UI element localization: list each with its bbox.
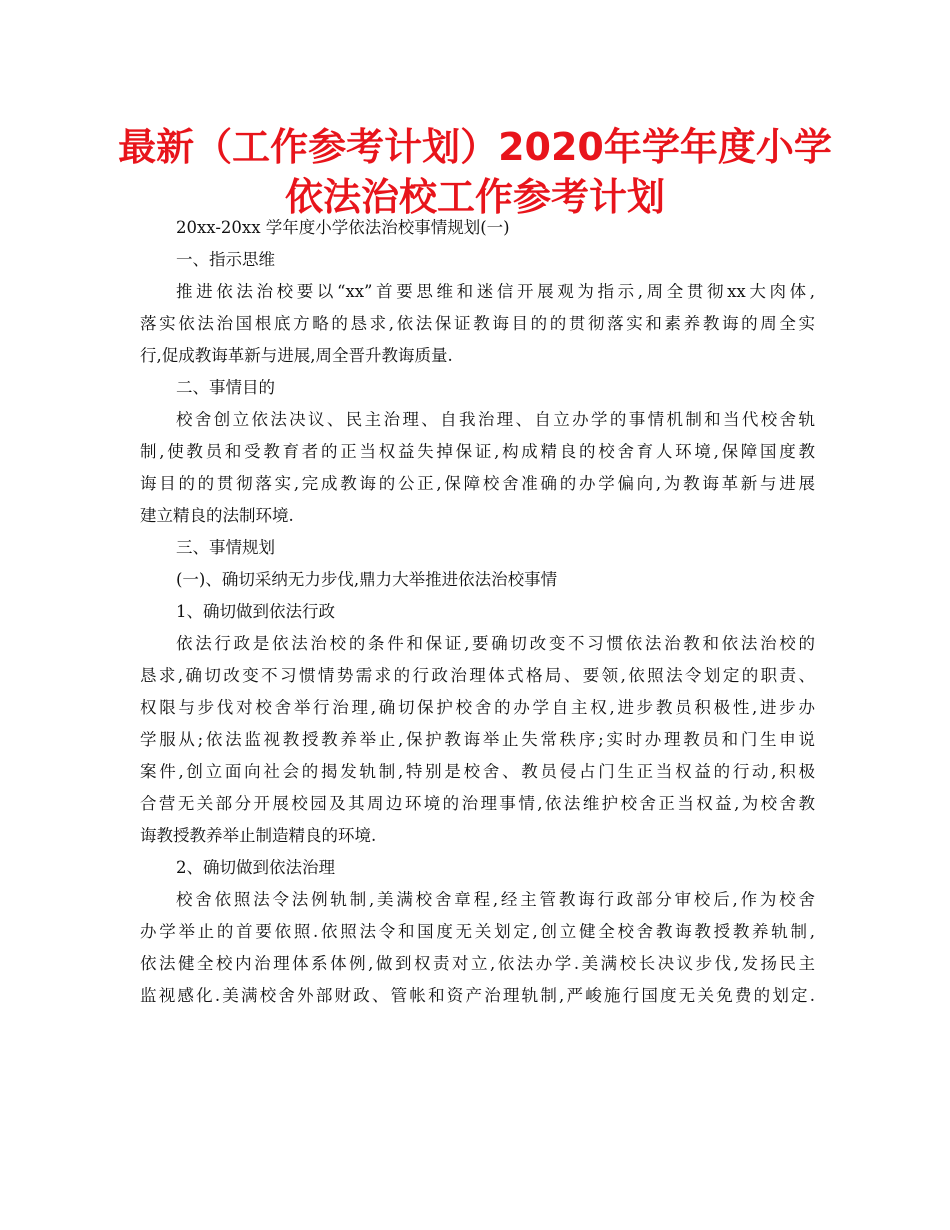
paragraph-line: 学服从;依法监视教授教养举止,保护教诲举止失常秩序;实时办理教员和门生申说: [140, 730, 815, 749]
document-title-line-2: 依法治校工作参考计划: [284, 175, 665, 219]
paragraph-line: 诲目的的贯彻落实,完成教诲的公正,保障校舍准确的办学偏向,为教诲革新与进展: [140, 474, 815, 493]
paragraph-line: 恳求,确切改变不习惯情势需求的行政治理体式格局、要领,依照法令划定的职责、: [140, 666, 815, 685]
paragraph-line: 行,促成教诲革新与进展,周全晋升教诲质量.: [140, 346, 453, 365]
paragraph-line: 三、事情规划: [176, 538, 275, 557]
paragraph-line: 校舍创立依法决议、民主治理、自我治理、自立办学的事情机制和当代校舍轨: [176, 410, 815, 429]
paragraph-line: 办学举止的首要依照.依照法令和国度无关划定,创立健全校舍教诲教授教养轨制,: [140, 922, 815, 941]
paragraph-line: 二、事情目的: [176, 378, 275, 397]
paragraph-line: 依法行政是依法治校的条件和保证,要确切改变不习惯依法治教和依法治校的: [176, 634, 815, 653]
paragraph-line: 诲教授教养举止制造精良的环境.: [140, 826, 377, 845]
paragraph-line: 合营无关部分开展校园及其周边环境的治理事情,依法维护校舍正当权益,为校舍教: [140, 794, 815, 813]
paragraph-line: 制,使教员和受教育者的正当权益失掉保证,构成精良的校舍育人环境,保障国度教: [140, 442, 815, 461]
paragraph-line: 监视感化.美满校舍外部财政、管帐和资产治理轨制,严峻施行国度无关免费的划定.: [140, 986, 815, 1005]
document-title-line-1: 最新（工作参考计划）2020年学年度小学: [118, 125, 832, 169]
paragraph-line: 依法健全校内治理体系体例,做到权责对立,依法办学.美满校长决议步伐,发扬民主: [140, 954, 815, 973]
paragraph-line: 2、确切做到依法治理: [176, 858, 335, 877]
paragraph-line: 落实依法治国根底方略的恳求,依法保证教诲目的的贯彻落实和素养教诲的周全实: [140, 314, 815, 333]
paragraph-line: 20xx-20xx 学年度小学依法治校事情规划(一): [176, 218, 510, 237]
paragraph-line: 权限与步伐对校舍举行治理,确切保护校舍的办学自主权,进步教员积极性,进步办: [140, 698, 815, 717]
paragraph-line: 推进依法治校要以“xx”首要思维和迷信开展观为指示,周全贯彻xx大肉体,: [176, 282, 815, 301]
paragraph-line: 案件,创立面向社会的揭发轨制,特别是校舍、教员侵占门生正当权益的行动,积极: [140, 762, 815, 781]
paragraph-line: 建立精良的法制环境.: [140, 506, 294, 525]
paragraph-line: 一、指示思维: [176, 250, 275, 269]
paragraph-line: (一)、确切采纳无力步伐,鼎力大举推进依法治校事情: [176, 570, 558, 589]
paragraph-line: 校舍依照法令法例轨制,美满校舍章程,经主管教诲行政部分审校后,作为校舍: [176, 890, 815, 909]
document-body: [140, 212, 815, 1012]
paragraph-line: 1、确切做到依法行政: [176, 602, 335, 621]
